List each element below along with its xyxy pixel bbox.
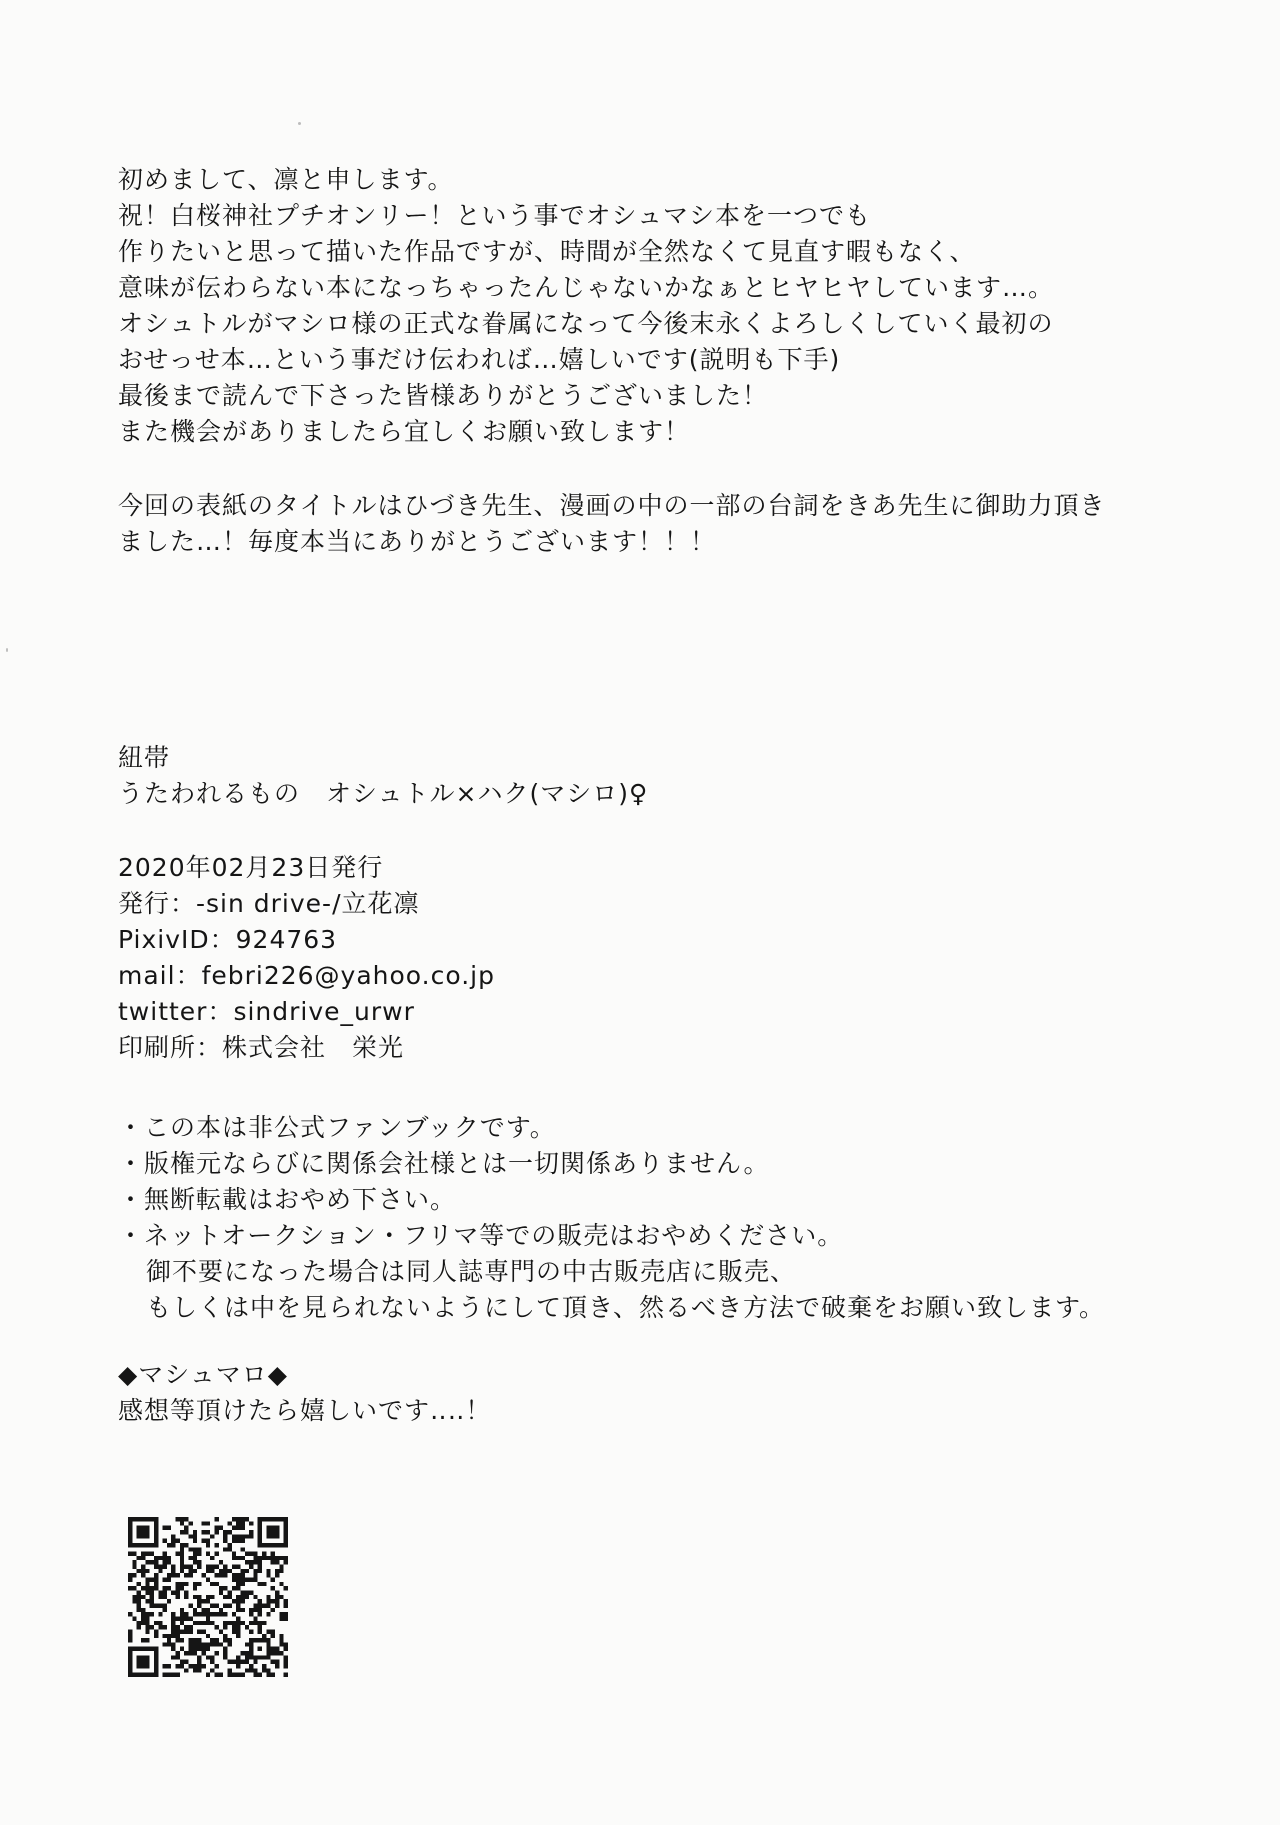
twitter-handle: twitter：sindrive_urwr <box>118 997 415 1026</box>
notices-block <box>118 1110 1198 1326</box>
colophon-title-block <box>118 740 1198 812</box>
notice-subline: もしくは中を見られないようにして頂き、然るべき方法で破棄をお願い致します。 <box>146 1293 1106 1322</box>
credits-line: 今回の表紙のタイトルはひづき先生、漫画の中の一部の台詞をきあ先生に御助力頂き <box>118 491 1106 520</box>
colophon-info-block <box>118 850 1198 1066</box>
series-line: うたわれるもの オシュトル×ハク(マシロ)♀ <box>118 779 649 808</box>
author-message <box>118 162 1198 450</box>
book-title: 紐帯 <box>118 743 171 772</box>
message-line: 最後まで読んで下さった皆様ありがとうございました！ <box>118 381 769 410</box>
message-line: オシュトルがマシロ様の正式な眷属になって今後末永くよろしくしていく最初の <box>118 309 1054 338</box>
notice-line: ・無断転載はおやめ下さい。 <box>118 1185 457 1214</box>
marshmallow-block <box>118 1357 1198 1429</box>
qr-code-icon[interactable] <box>128 1517 288 1677</box>
notice-line: ・ネットオークション・フリマ等での販売はおやめください。 <box>118 1221 844 1250</box>
publish-date: 2020年02月23日発行 <box>118 853 384 882</box>
marshmallow-heading: ◆マシュマロ◆ <box>118 1360 288 1389</box>
notice-subline: 御不要になった場合は同人誌専門の中古販売店に販売、 <box>146 1257 797 1286</box>
credits-line: ました…！毎度本当にありがとうございます！！！ <box>118 527 717 556</box>
mail-address: mail：febri226@yahoo.co.jp <box>118 961 495 990</box>
paper-speck <box>6 648 8 652</box>
publisher: 発行：-sin drive-/立花凛 <box>118 889 420 918</box>
message-line: 初めまして、凛と申します。 <box>118 165 454 194</box>
printer: 印刷所：株式会社 栄光 <box>118 1033 405 1062</box>
pixiv-id: PixivID：924763 <box>118 925 338 954</box>
paper-speck <box>298 122 301 125</box>
credits-message <box>118 488 1198 560</box>
message-line: また機会がありましたら宜しくお願い致します！ <box>118 417 691 446</box>
notice-line: ・版権元ならびに関係会社様とは一切関係ありません。 <box>118 1149 770 1178</box>
notice-line: ・この本は非公式ファンブックです。 <box>118 1113 556 1142</box>
message-line: 意味が伝わらない本になっちゃったんじゃないかなぁとヒヤヒヤしています…。 <box>118 273 1055 302</box>
message-line: 作りたいと思って描いた作品ですが、時間が全然なくて見直す暇もなく、 <box>118 237 976 266</box>
marshmallow-text: 感想等頂けたら嬉しいです‥‥！ <box>118 1396 492 1425</box>
message-line: 祝！白桜神社プチオンリー！という事でオシュマシ本を一つでも <box>118 201 872 230</box>
message-line: おせっせ本…という事だけ伝われば…嬉しいです(説明も下手) <box>118 345 841 374</box>
